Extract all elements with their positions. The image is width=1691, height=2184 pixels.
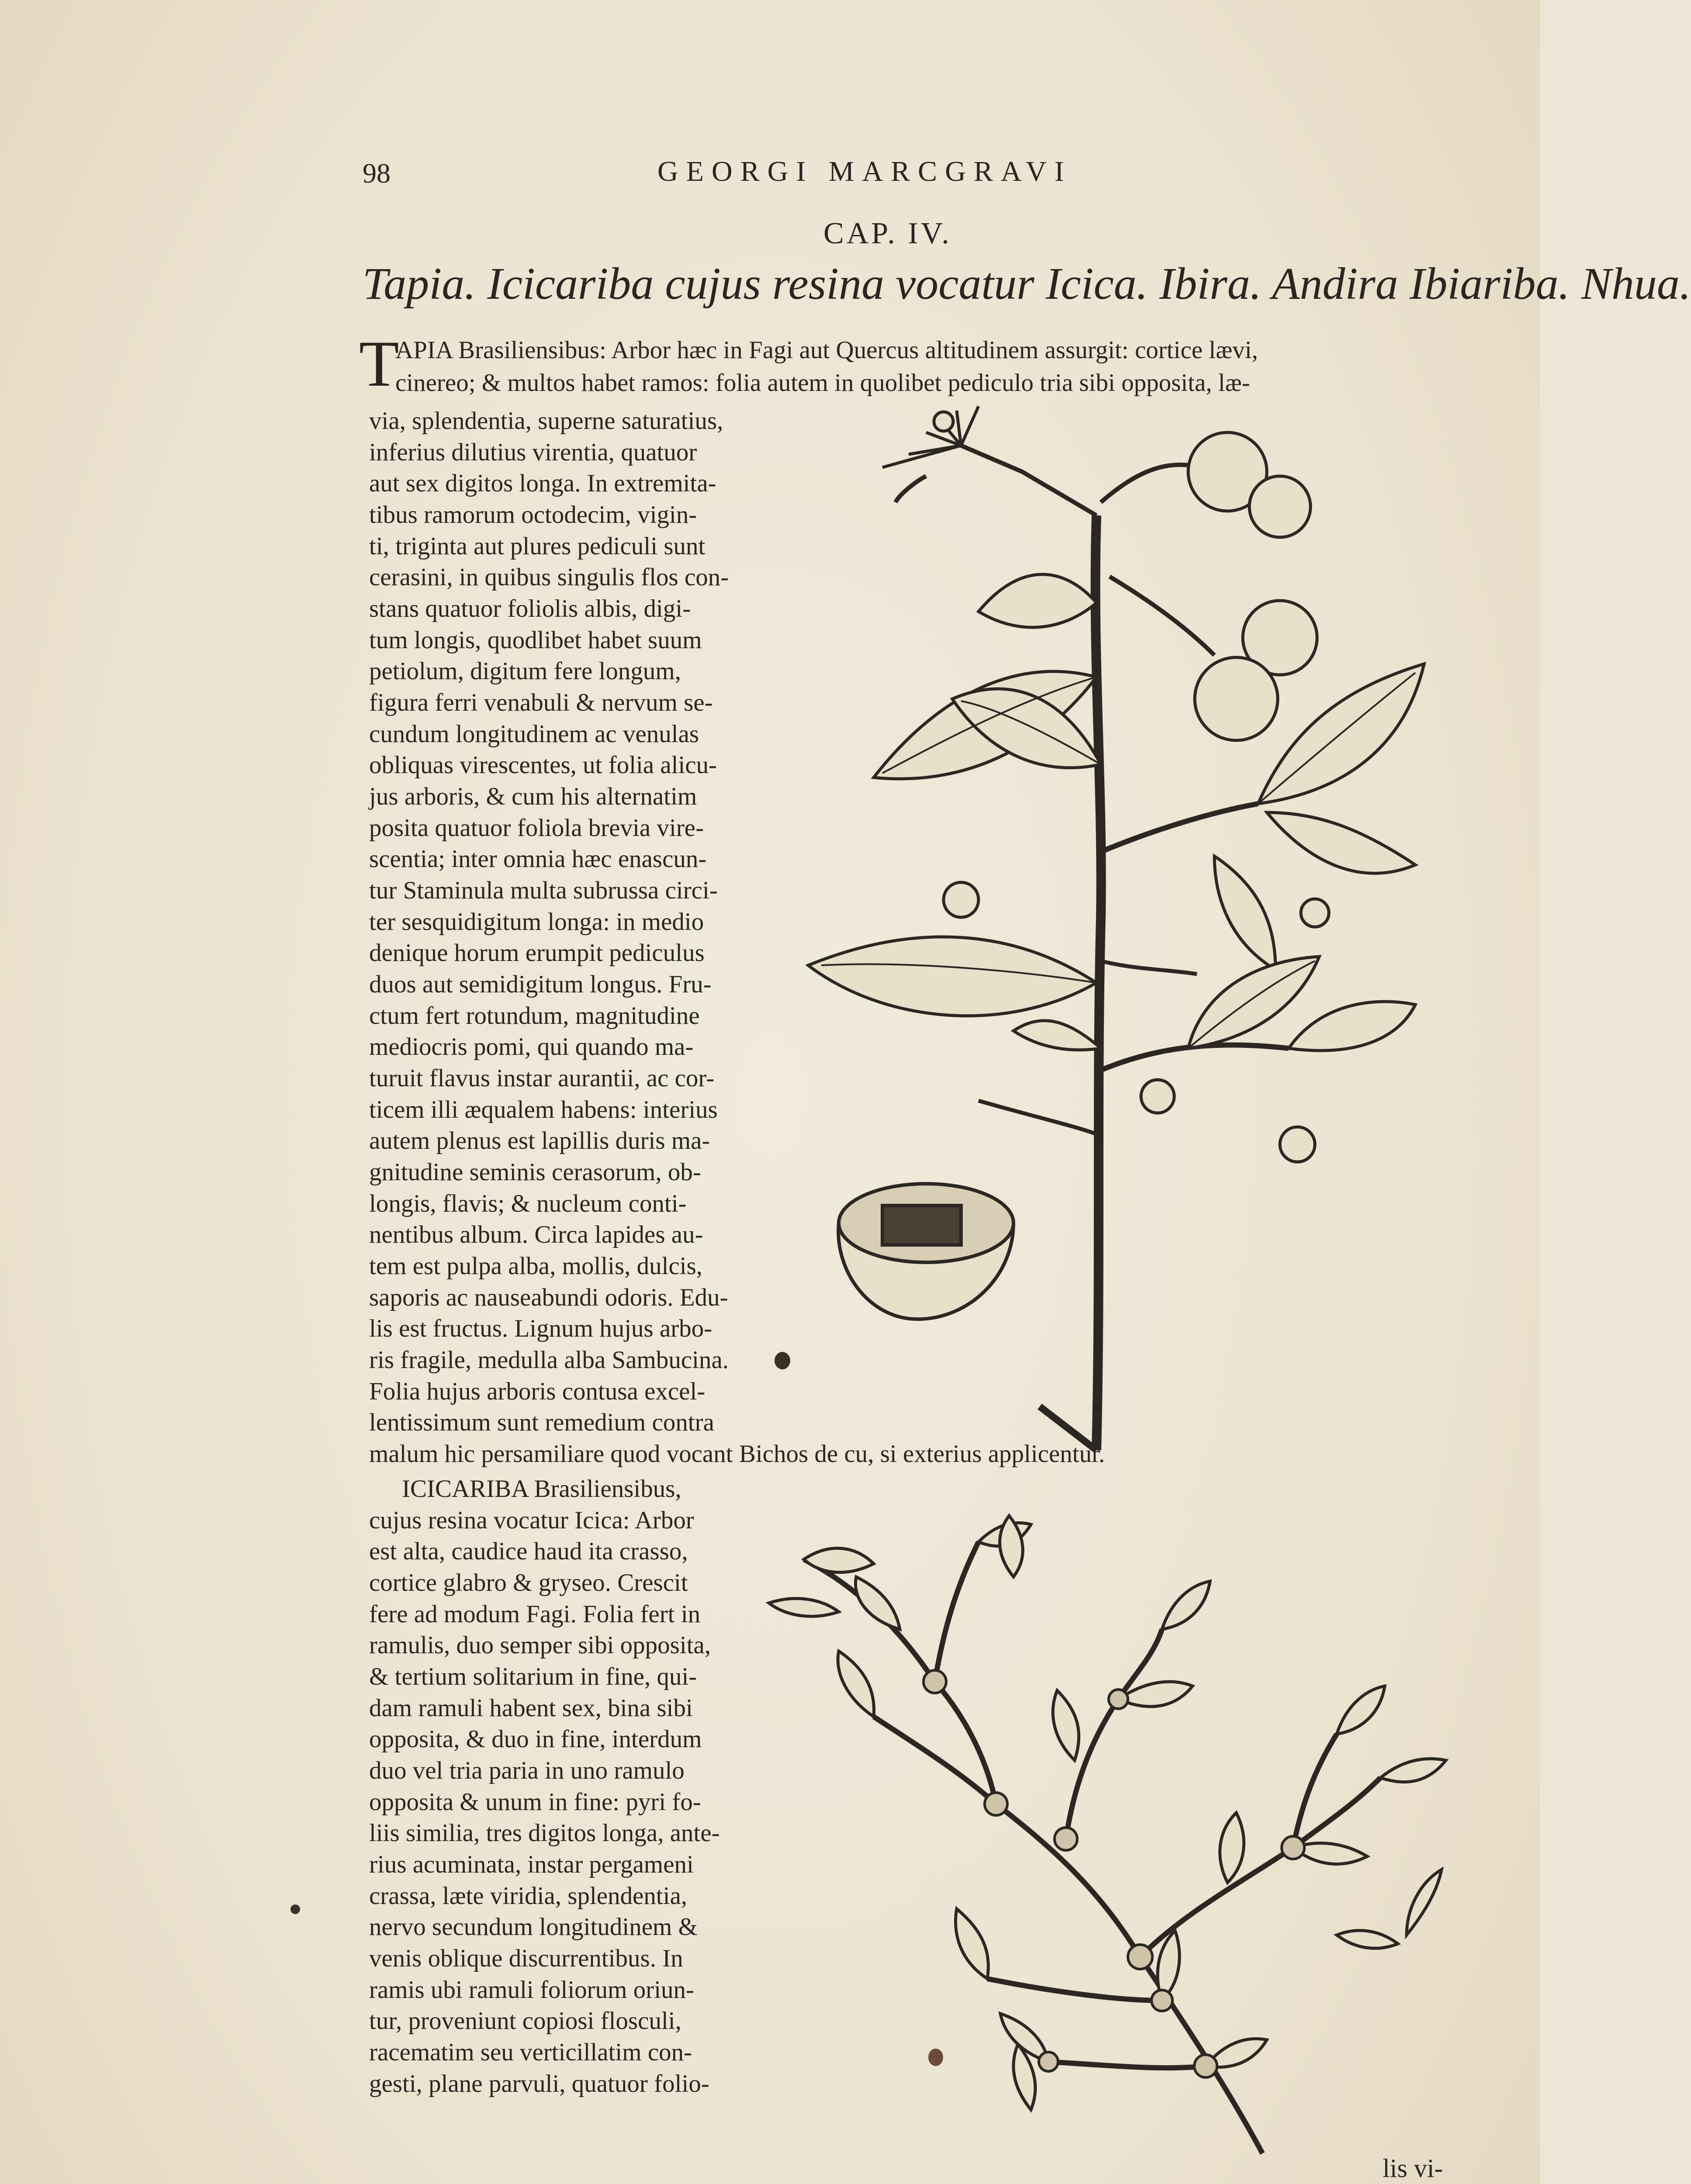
text-line: lentissimum sunt remedium contra [369,1409,714,1436]
text-line: stans quatuor foliolis albis, digi- [369,595,691,622]
text-line: via, splendentia, superne saturatius, [369,407,723,435]
text-line: rius acuminata, instar pergameni [369,1851,694,1878]
text-line: cortice glabro & gryseo. Crescit [369,1569,688,1597]
text-line: ti, triginta aut plures pediculi sunt [369,532,705,560]
text-line: duos aut semidigitum longus. Fru- [369,971,712,998]
text-line: nentibus album. Circa lapides au- [369,1221,703,1248]
text-line: crassa, læte viridia, splendentia, [369,1882,688,1910]
text-line: liis similia, tres digitos longa, ante- [369,1819,720,1847]
text-line: cinereo; & multos habet ramos: folia autem in quolibet pediculo tria sibi opposita, læ- [395,369,1250,397]
chapter-heading: CAP. IV. [823,217,952,250]
text-line: tum longis, quodlibet habet suum [369,626,702,654]
text-line: saporis ac nauseabundi odoris. Edu- [369,1284,728,1311]
text-line: tibus ramorum octodecim, vigin- [369,501,697,529]
text-line: gnitudine seminis cerasorum, ob- [369,1158,701,1186]
text-line: tur, proveniunt copiosi flosculi, [369,2007,681,2035]
text-line: ticem illi æqualem habens: interius [369,1096,718,1123]
text-line: turuit flavus instar aurantii, ac cor- [369,1064,715,1092]
text-line: jus arboris, & cum his alternatim [369,783,697,810]
text-line: dam ramuli habent sex, bina sibi [369,1694,693,1722]
chapter-title: Tapia. Icicariba cujus resina vocatur Icica. Ibira. Andira Ibiariba. Nhua. [363,259,1691,309]
text-line: ramulis, duo semper sibi opposita, [369,1631,711,1659]
text-line: & tertium solitarium in fine, qui- [369,1663,697,1690]
text-line: autem plenus est lapillis duris ma- [369,1127,710,1154]
drop-cap: T [359,328,399,400]
text-line: ris fragile, medulla alba Sambucina. [369,1346,729,1374]
text-line: malum hic persamiliare quod vocant Bichos de cu, si exterius applicentur. [369,1440,1105,1468]
text-line: longis, flavis; & nucleum conti- [369,1190,687,1217]
text-line: tur Staminula multa subrussa circi- [369,877,718,904]
text-line: cundum longitudinem ac venulas [369,720,699,748]
tapia-illustration [795,393,1450,1468]
text-line: figura ferri venabuli & nervum se- [369,689,713,716]
text-line: aut sex digitos longa. In extremita- [369,470,716,497]
ink-speck [775,1352,790,1369]
running-head: GEORGI MARCGRAVI [657,156,1072,187]
catchword: lis vi- [1383,2154,1443,2183]
ink-speck [290,1904,300,1914]
text-line: opposita, & duo in fine, interdum [369,1725,702,1753]
text-line: opposita & unum in fine: pyri fo- [369,1788,701,1816]
text-line: ICICARIBA Brasiliensibus, [402,1475,681,1503]
text-line: cujus resina vocatur Icica: Arbor [369,1507,694,1534]
icicariba-illustration [769,1498,1459,2180]
text-line: venis oblique discurrentibus. In [369,1945,683,1972]
text-line: lis est fructus. Lignum hujus arbo- [369,1315,712,1342]
text-line: est alta, caudice haud ita crasso, [369,1538,688,1565]
text-line: Folia hujus arboris contusa excel- [369,1378,705,1405]
text-line: cerasini, in quibus singulis flos con- [369,563,729,591]
text-line: nervo secundum longitudinem & [369,1913,698,1941]
page-number: 98 [363,158,391,189]
text-line: inferius dilutius virentia, quatuor [369,439,697,466]
text-line: scentia; inter omnia hæc enascun- [369,845,707,873]
text-line: racematim seu verticillatim con- [369,2039,692,2066]
text-line: fere ad modum Fagi. Folia fert in [369,1600,701,1628]
text-line: gesti, plane parvuli, quatuor folio- [369,2070,709,2098]
text-line: ctum fert rotundum, magnitudine [369,1002,700,1030]
text-line: tem est pulpa alba, mollis, dulcis, [369,1252,703,1280]
text-line: mediocris pomi, qui quando ma- [369,1033,694,1061]
text-line: ramis ubi ramuli foliorum oriun- [369,1976,695,2004]
text-line: APIA Brasiliensibus: Arbor hæc in Fagi aut Quercus altitudinem assurgit: cortice lævi, [395,336,1258,364]
text-line: duo vel tria paria in uno ramulo [369,1757,685,1784]
text-line: denique horum erumpit pediculus [369,939,705,967]
text-line: petiolum, digitum fere longum, [369,657,681,685]
text-line: ter sesquidigitum longa: in medio [369,908,704,936]
text-line: posita quatuor foliola brevia vire- [369,814,704,842]
ink-speck [928,2049,943,2066]
text-line: obliquas virescentes, ut folia alicu- [369,751,717,779]
